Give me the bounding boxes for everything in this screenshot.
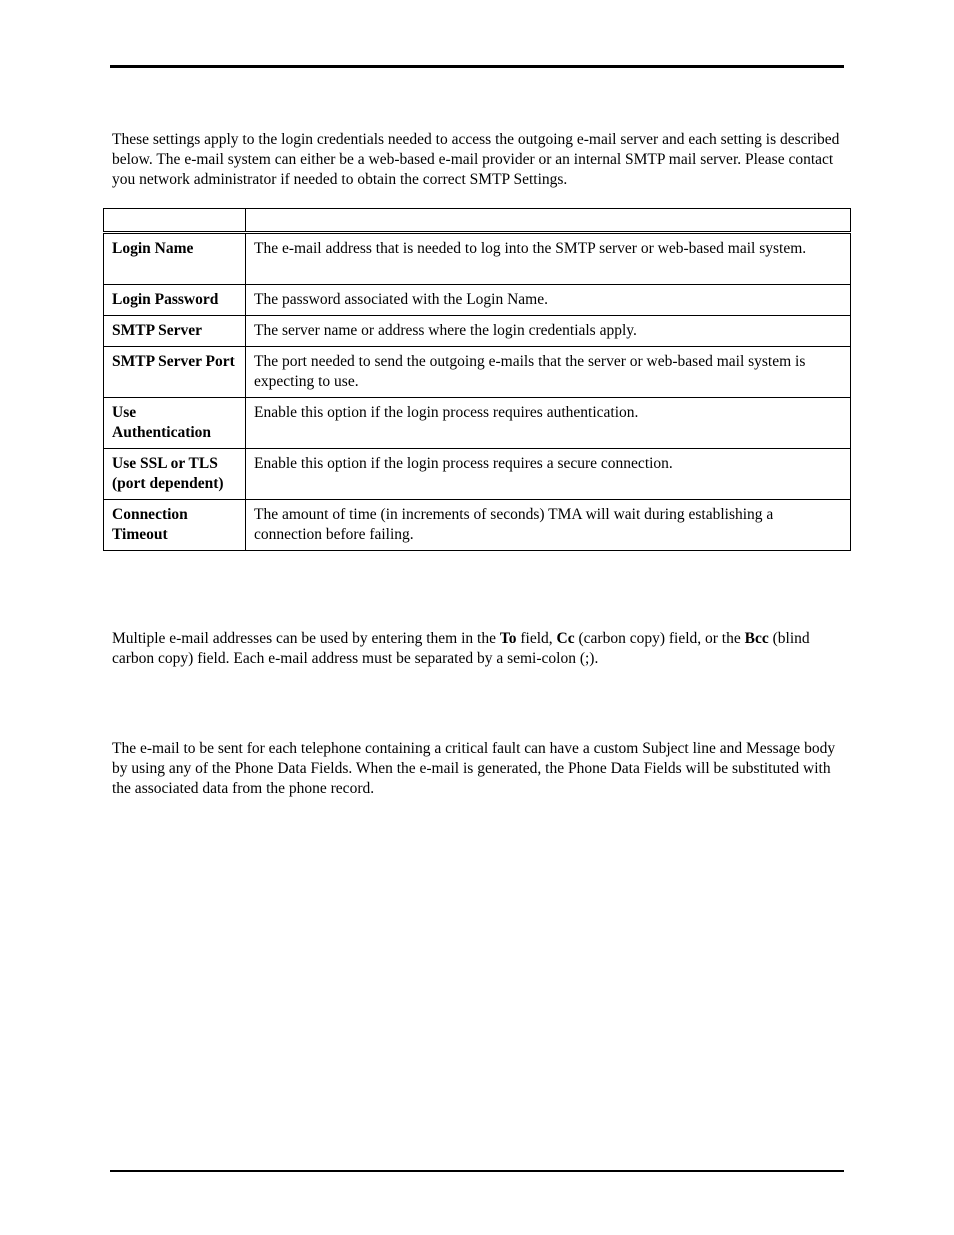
table-row bbox=[104, 449, 851, 500]
setting-description: The server name or address where the login credentials apply. bbox=[246, 316, 851, 347]
table-row bbox=[104, 347, 851, 398]
setting-description: The e-mail address that is needed to log into the SMTP server or web-based mail system. bbox=[246, 233, 851, 285]
setting-name: Connection Timeout bbox=[104, 500, 246, 551]
table-header-row bbox=[104, 209, 851, 233]
setting-description: The password associated with the Login Name. bbox=[246, 285, 851, 316]
table-row bbox=[104, 285, 851, 316]
header-rule bbox=[110, 65, 844, 68]
text-span: Multiple e-mail addresses can be used by entering them in the bbox=[112, 630, 500, 647]
table-row bbox=[104, 316, 851, 347]
table-row bbox=[104, 500, 851, 551]
setting-name: Login Password bbox=[104, 285, 246, 316]
table-row bbox=[104, 233, 851, 285]
setting-name: Login Name bbox=[104, 233, 246, 285]
text-span: (blind carbon copy) field. Each e-mail address must be separated by a semi-colon (;). bbox=[112, 630, 810, 667]
to-field-label: To bbox=[499, 630, 517, 647]
setting-description: Enable this option if the login process requires a secure connection. bbox=[246, 449, 851, 500]
table-row bbox=[104, 398, 851, 449]
setting-name: Use Authentication bbox=[104, 398, 246, 449]
setting-name: Use SSL or TLS (port dependent) bbox=[104, 449, 246, 500]
custom-message-paragraph: The e-mail to be sent for each telephone containing a critical fault can have a custom Subject line and Message body by using any of the Phone Data Fields. When the e-mail is generated, the Phone Data Fields will be substituted with the associated data from the phone record. bbox=[112, 740, 836, 797]
setting-description: Enable this option if the login process requires authentication. bbox=[246, 398, 851, 449]
cc-field-label: Cc bbox=[556, 630, 575, 647]
text-span: field, bbox=[516, 630, 557, 647]
header-cell-description bbox=[246, 209, 851, 233]
setting-description: The port needed to send the outgoing e-mails that the server or web-based mail system is expecting to use. bbox=[246, 347, 851, 398]
intro-paragraph: These settings apply to the login credentials needed to access the outgoing e-mail server and each setting is described below. The e-mail system can either be a web-based e-mail provider or an internal SMTP mail server. Please contact you network administrator if needed to obtain the correct SMTP Settings. bbox=[112, 131, 840, 188]
setting-description: The amount of time (in increments of seconds) TMA will wait during establishing a connection before failing. bbox=[246, 500, 851, 551]
setting-name: SMTP Server Port bbox=[104, 347, 246, 398]
header-cell-setting bbox=[104, 209, 246, 233]
setting-name: SMTP Server bbox=[104, 316, 246, 347]
bcc-field-label: Bcc bbox=[744, 630, 769, 647]
multiple-addresses-paragraph bbox=[112, 629, 844, 669]
footer-rule bbox=[110, 1170, 844, 1172]
smtp-settings-table bbox=[103, 208, 851, 551]
text-span: (carbon copy) field, or the bbox=[574, 630, 745, 647]
